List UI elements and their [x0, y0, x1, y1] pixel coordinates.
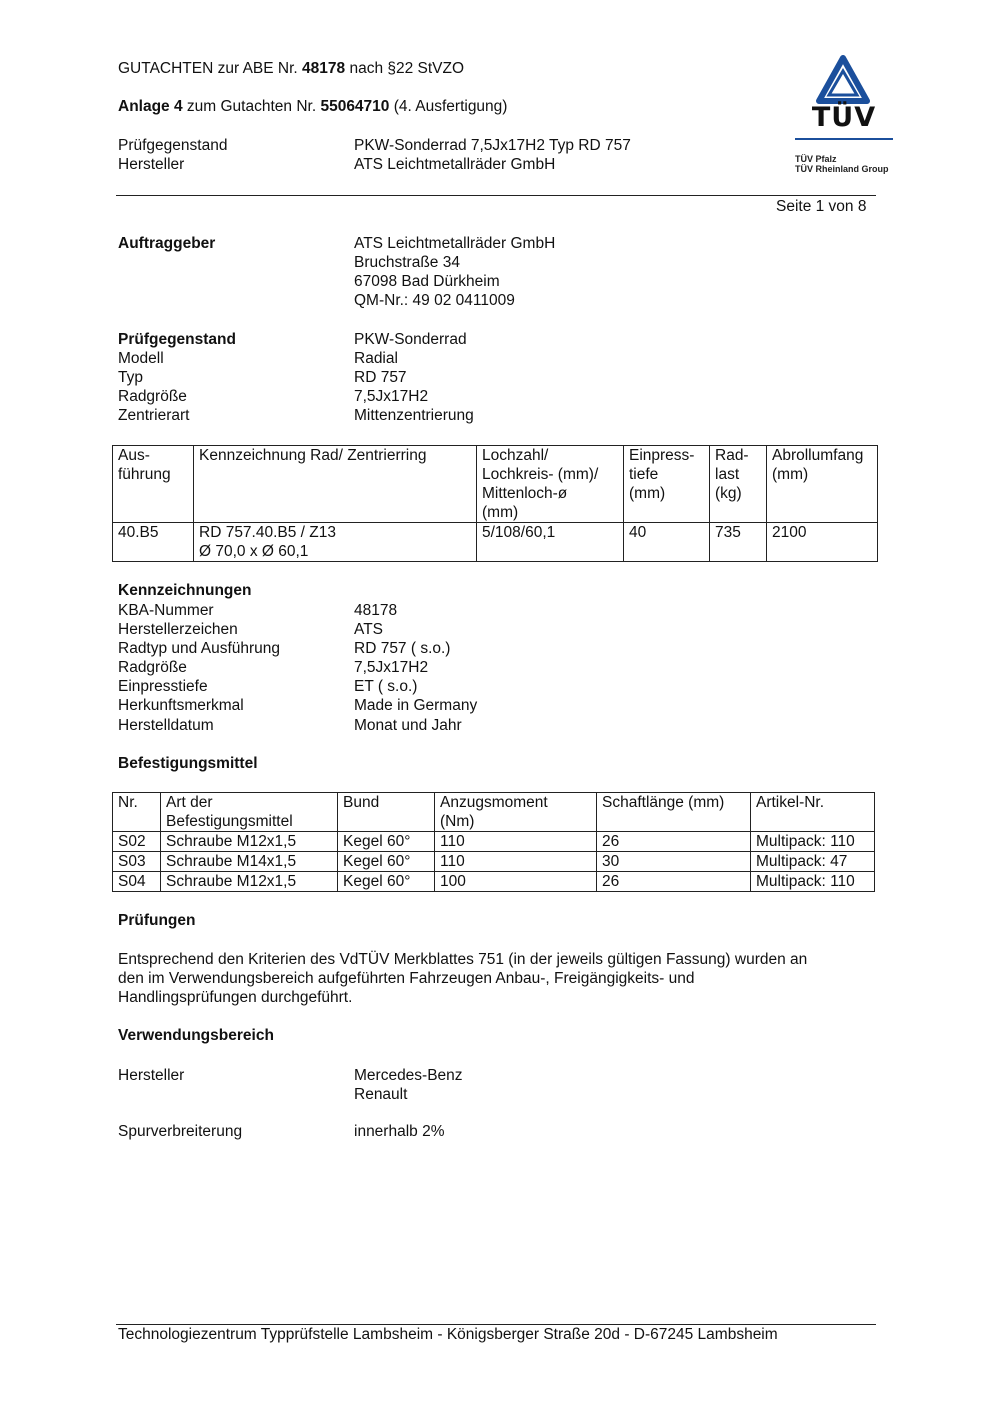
- cell-abrollumfang: 2100: [767, 523, 878, 562]
- einpresstiefe-label: Einpresstiefe: [118, 678, 208, 695]
- befestigung-heading: Befestigungsmittel: [118, 755, 258, 772]
- radtyp-label: Radtyp und Ausführung: [118, 640, 281, 657]
- befestigung-table: [112, 792, 875, 892]
- cell-anzugsmoment: 110: [435, 852, 597, 872]
- kba-label: KBA-Nummer: [118, 602, 214, 619]
- radgroesse-label: Radgröße: [118, 388, 187, 405]
- header-nr: Nr.: [113, 793, 161, 832]
- kennzeichnungen-heading: Kennzeichnungen: [118, 582, 252, 599]
- pruefungen-text-2: den im Verwendungsbereich aufgeführten Fahrzeugen Anbau-, Freigängigkeits- und: [118, 970, 695, 987]
- cell-bund: Kegel 60°: [338, 872, 435, 892]
- typ-label: Typ: [118, 369, 143, 386]
- table-row: [113, 832, 875, 852]
- radgroesse2-value: 7,5Jx17H2: [354, 659, 429, 676]
- cell-artikel: Multipack: 110: [751, 872, 875, 892]
- header-abrollumfang: Abrollumfang (mm): [767, 446, 878, 523]
- pruefungen-heading: Prüfungen: [118, 912, 196, 929]
- cell-art: Schraube M12x1,5: [161, 872, 338, 892]
- cell-ausfuehrung: 40.B5: [113, 523, 194, 562]
- verwendung-hersteller-label: Hersteller: [118, 1067, 185, 1084]
- typ-value: RD 757: [354, 369, 407, 386]
- radtyp-value: RD 757 ( s.o.): [354, 640, 451, 657]
- cell-art: Schraube M14x1,5: [161, 852, 338, 872]
- header-anzugsmoment: Anzugsmoment (Nm): [435, 793, 597, 832]
- header-schaftlaenge: Schaftlänge (mm): [597, 793, 751, 832]
- pruefungen-text-1: Entsprechend den Kriterien des VdTÜV Merkblattes 751 (in der jeweils gültigen Fassung) wurden an: [118, 951, 808, 968]
- tuev-logo-text: TÜV: [811, 102, 877, 133]
- cell-anzugsmoment: 110: [435, 832, 597, 852]
- pruefungen-text-3: Handlingsprüfungen durchgeführt.: [118, 989, 353, 1006]
- header-artikel: Artikel-Nr.: [751, 793, 875, 832]
- verwendungsbereich-heading: Verwendungsbereich: [118, 1027, 274, 1044]
- header-title-suffix: nach §22 StVZO: [345, 60, 465, 77]
- header-ausfuehrung: Aus- führung: [113, 446, 194, 523]
- herkunft-value: Made in Germany: [354, 697, 478, 714]
- kba-value: 48178: [354, 602, 398, 619]
- cell-einpresstiefe: 40: [624, 523, 710, 562]
- modell-value: Radial: [354, 350, 398, 367]
- cell-artikel: Multipack: 110: [751, 832, 875, 852]
- radgroesse2-label: Radgröße: [118, 659, 187, 676]
- cell-kennzeichnung: RD 757.40.B5 / Z13 Ø 70,0 x Ø 60,1: [194, 523, 477, 562]
- header-label-hersteller: Hersteller: [118, 156, 185, 173]
- tuev-logo-sub1: TÜV Pfalz: [795, 154, 837, 164]
- cell-nr: S02: [113, 832, 161, 852]
- cell-schaftlaenge: 26: [597, 832, 751, 852]
- table-row: [113, 872, 875, 892]
- befestigung-table-header: [113, 793, 875, 832]
- header-kennzeichnung: Kennzeichnung Rad/ Zentrierring: [194, 446, 477, 523]
- cell-nr: S03: [113, 852, 161, 872]
- header-value-pruefgegenstand: PKW-Sonderrad 7,5Jx17H2 Typ RD 757: [354, 137, 631, 154]
- cell-schaftlaenge: 26: [597, 872, 751, 892]
- wheel-table: [112, 445, 878, 562]
- auftraggeber-label: Auftraggeber: [118, 235, 216, 252]
- pruefgegenstand-value: PKW-Sonderrad: [354, 331, 467, 348]
- cell-lochzahl: 5/108/60,1: [477, 523, 624, 562]
- herstelldatum-label: Herstelldatum: [118, 717, 214, 734]
- cell-anzugsmoment: 100: [435, 872, 597, 892]
- anlage-mid: zum Gutachten Nr.: [182, 98, 321, 115]
- footer-address: Technologiezentrum Typprüfstelle Lambsheim - Königsberger Straße 20d - D-67245 Lambsheim: [118, 1326, 778, 1343]
- einpresstiefe-value: ET ( s.o.): [354, 678, 418, 695]
- spurverbreiterung-label: Spurverbreiterung: [118, 1123, 243, 1140]
- tuev-logo-sub2: TÜV Rheinland Group: [795, 164, 889, 174]
- wheel-table-header: [113, 446, 878, 523]
- page-number: Seite 1 von 8: [776, 198, 867, 215]
- header-divider: [116, 195, 876, 196]
- auftraggeber-qm: QM-Nr.: 49 02 0411009: [354, 292, 515, 309]
- spurverbreiterung-value: innerhalb 2%: [354, 1123, 445, 1140]
- auftraggeber-city: 67098 Bad Dürkheim: [354, 273, 500, 290]
- abe-number: 48178: [302, 60, 346, 77]
- herstellerzeichen-value: ATS: [354, 621, 383, 638]
- cell-schaftlaenge: 30: [597, 852, 751, 872]
- verwendung-hersteller-1: Mercedes-Benz: [354, 1067, 463, 1084]
- radgroesse-value: 7,5Jx17H2: [354, 388, 429, 405]
- cell-artikel: Multipack: 47: [751, 852, 875, 872]
- gutachten-number: 55064710: [320, 98, 390, 115]
- tuev-logo: [793, 55, 895, 180]
- header-bund: Bund: [338, 793, 435, 832]
- table-row: [113, 852, 875, 872]
- herstellerzeichen-label: Herstellerzeichen: [118, 621, 238, 638]
- verwendung-hersteller-2: Renault: [354, 1086, 408, 1103]
- header-label-pruefgegenstand: Prüfgegenstand: [118, 137, 228, 154]
- pruefgegenstand-heading: Prüfgegenstand: [118, 331, 236, 348]
- header-art: Art der Befestigungsmittel: [161, 793, 338, 832]
- anlage-suffix: (4. Ausfertigung): [389, 98, 508, 115]
- auftraggeber-street: Bruchstraße 34: [354, 254, 460, 271]
- header-lochzahl: Lochzahl/ Lochkreis- (mm)/ Mittenloch-ø (mm): [477, 446, 624, 523]
- anlage-label: Anlage 4: [118, 98, 183, 115]
- header-einpresstiefe: Einpress- tiefe (mm): [624, 446, 710, 523]
- header-value-hersteller: ATS Leichtmetallräder GmbH: [354, 156, 556, 173]
- header-radlast: Rad- last (kg): [710, 446, 767, 523]
- zentrierart-label: Zentrierart: [118, 407, 190, 424]
- header-title: [118, 59, 464, 78]
- herstelldatum-value: Monat und Jahr: [354, 717, 462, 734]
- herkunft-label: Herkunftsmerkmal: [118, 697, 244, 714]
- modell-label: Modell: [118, 350, 164, 367]
- anlage-line: [118, 97, 507, 116]
- table-row: [113, 523, 878, 562]
- cell-radlast: 735: [710, 523, 767, 562]
- auftraggeber-name: ATS Leichtmetallräder GmbH: [354, 235, 556, 252]
- cell-bund: Kegel 60°: [338, 832, 435, 852]
- header-title-prefix: GUTACHTEN zur ABE Nr.: [118, 60, 303, 77]
- zentrierart-value: Mittenzentrierung: [354, 407, 474, 424]
- cell-nr: S04: [113, 872, 161, 892]
- cell-art: Schraube M12x1,5: [161, 832, 338, 852]
- cell-bund: Kegel 60°: [338, 852, 435, 872]
